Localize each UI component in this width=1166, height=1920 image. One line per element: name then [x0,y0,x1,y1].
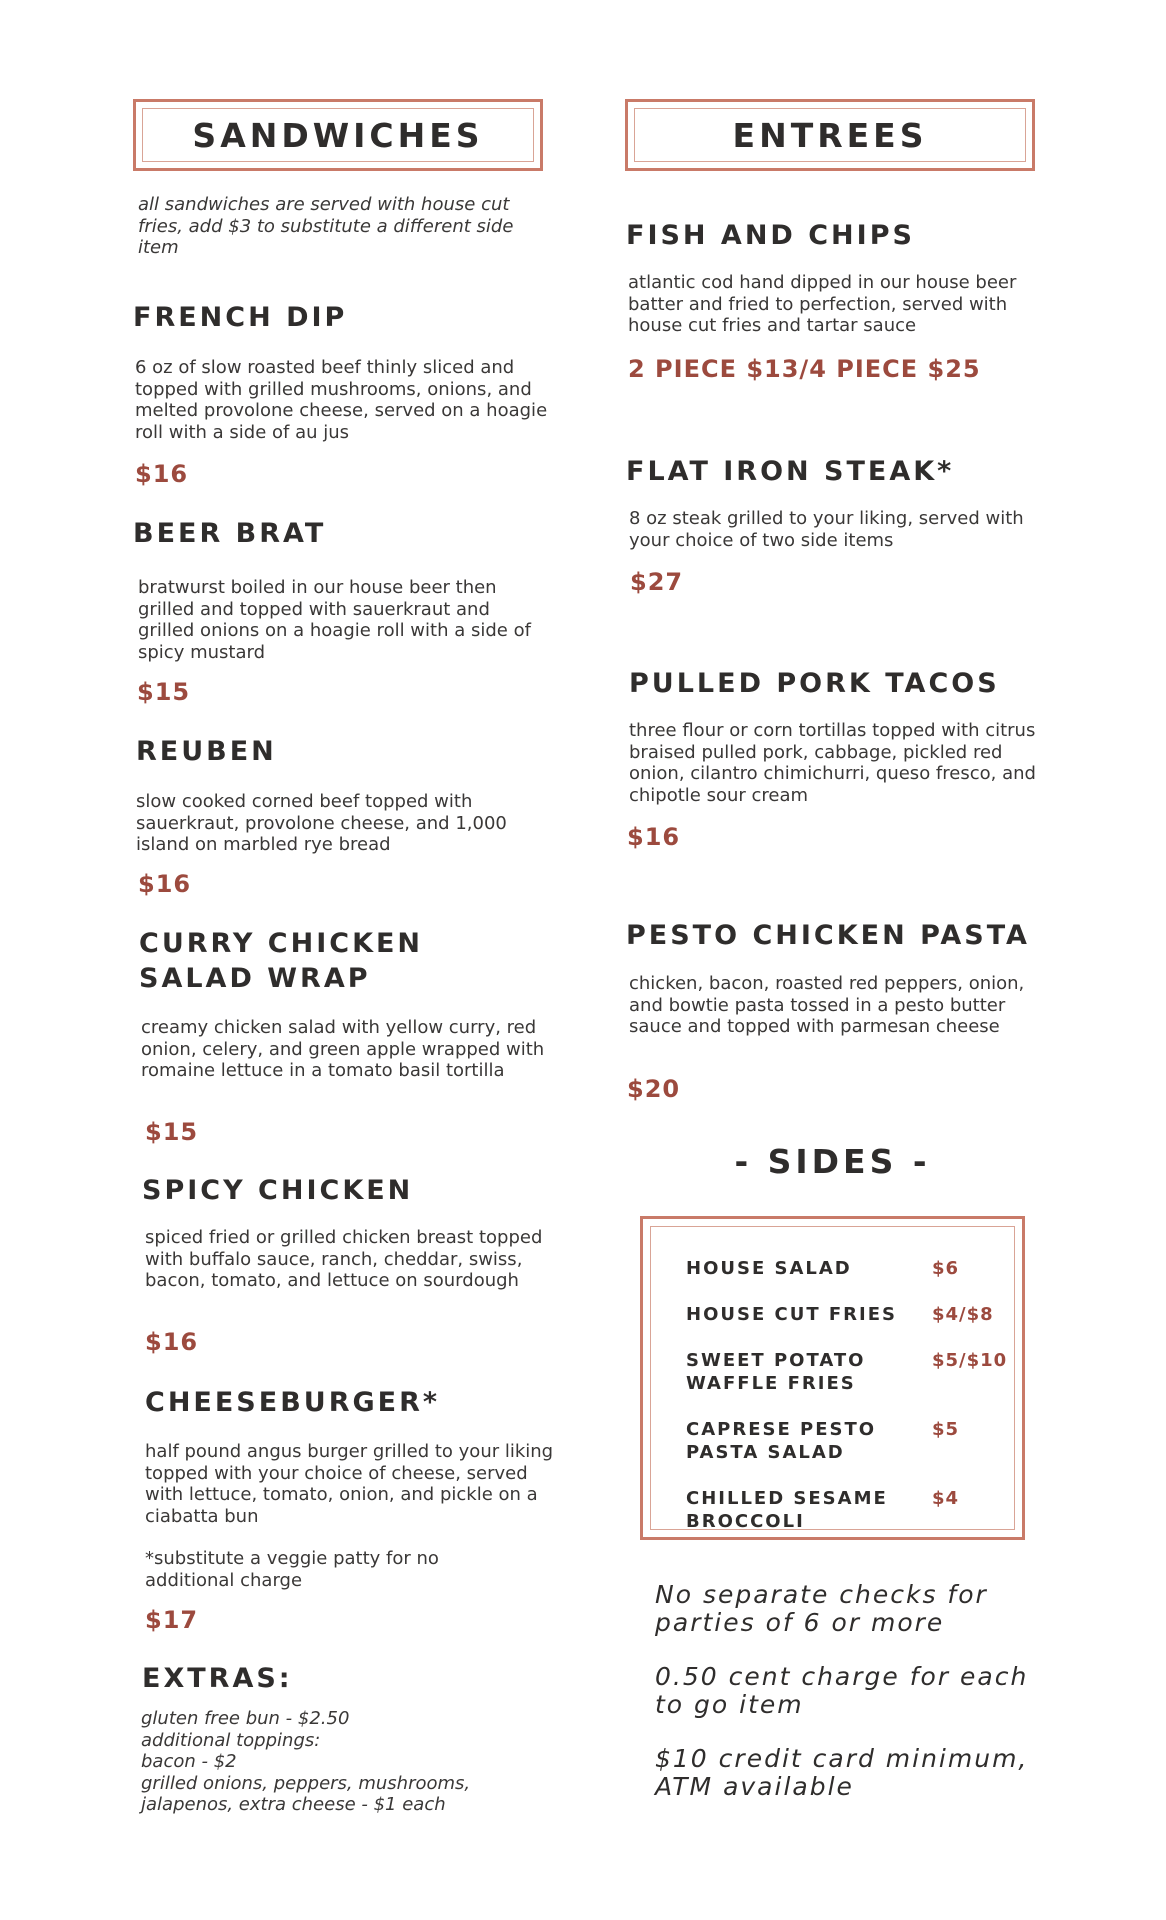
side-price: $5/$10 [932,1350,1008,1371]
item-desc-flat-iron-steak: 8 oz steak grilled to your liking, served with your choice of two side items [629,508,1024,551]
entrees-header-inner [634,108,1026,162]
side-name: HOUSE SALAD [686,1258,852,1279]
item-desc-pesto-chicken-pasta: chicken, bacon, roasted red peppers, onion, and bowtie pasta tossed in a pesto butter sauce and topped with parmesan cheese [629,973,1025,1037]
item-price-pulled-pork-tacos: $16 [627,823,681,851]
item-note-cheeseburger: *substitute a veggie patty for no additional charge [145,1548,439,1591]
item-name-fish-and-chips: FISH AND CHIPS [626,220,915,251]
sides-box [640,1216,1025,1540]
extras-line: gluten free bun - $2.50 [141,1708,350,1729]
side-price: $4/$8 [932,1304,994,1325]
item-price-curry-chicken-salad-wrap: $15 [145,1118,199,1146]
item-price-pesto-chicken-pasta: $20 [627,1075,681,1103]
item-name-curry-chicken-salad-wrap: CURRY CHICKEN SALAD WRAP [139,928,424,994]
extras-line: jalapenos, extra cheese - $1 each [141,1794,446,1815]
side-price: $4 [932,1488,960,1509]
item-price-fish-and-chips: 2 PIECE $13/4 PIECE $25 [628,355,981,383]
notice-separate-checks: No separate checks for parties of 6 or more [655,1580,988,1637]
item-price-french-dip: $16 [135,460,189,488]
item-price-reuben: $16 [138,870,192,898]
item-desc-spicy-chicken: spiced fried or grilled chicken breast topped with buffalo sauce, ranch, cheddar, swiss, bacon, tomato, and lettuce on sourdough [145,1227,543,1291]
item-name-french-dip: FRENCH DIP [133,302,348,333]
sandwiches-title: SANDWICHES [192,115,484,155]
entrees-title: ENTREES [732,115,928,155]
entrees-header-box [625,99,1035,171]
sides-box-inner [650,1226,1015,1530]
item-name-pulled-pork-tacos: PULLED PORK TACOS [629,668,1000,699]
extras-title: EXTRAS: [142,1663,293,1694]
item-price-spicy-chicken: $16 [145,1328,199,1356]
item-name-cheeseburger: CHEESEBURGER* [145,1387,440,1418]
notice-to-go-charge: 0.50 cent charge for each to go item [655,1662,1029,1719]
sandwiches-note: all sandwiches are served with house cut fries, add $3 to substitute a different side item [138,194,514,258]
item-name-pesto-chicken-pasta: PESTO CHICKEN PASTA [626,920,1030,951]
side-price: $5 [932,1419,960,1440]
sandwiches-header-inner [142,108,534,162]
item-desc-fish-and-chips: atlantic cod hand dipped in our house beer batter and fried to perfection, served with house cut fries and tartar sauce [628,272,1017,336]
side-name: SWEET POTATO WAFFLE FRIES [686,1350,866,1394]
item-desc-beer-brat: bratwurst boiled in our house beer then grilled and topped with sauerkraut and grilled onions on a hoagie roll with a side of spicy mustard [138,577,531,663]
notice-credit-card: $10 credit card minimum, ATM available [655,1744,1029,1801]
sandwiches-header-box [133,99,543,171]
item-name-spicy-chicken: SPICY CHICKEN [142,1175,414,1206]
side-name: HOUSE CUT FRIES [686,1304,897,1325]
item-price-beer-brat: $15 [137,678,191,706]
item-desc-french-dip: 6 oz of slow roasted beef thinly sliced and topped with grilled mushrooms, onions, and melted provolone cheese, served on a hoagie roll with a side of au jus [135,357,548,443]
item-name-flat-iron-steak: FLAT IRON STEAK* [626,456,955,487]
item-desc-pulled-pork-tacos: three flour or corn tortillas topped with citrus braised pulled pork, cabbage, pickled red onion, cilantro chimichurri, queso fresco, and chipotle sour cream [629,720,1036,806]
extras-line: grilled onions, peppers, mushrooms, [141,1772,471,1794]
extras-line: additional toppings: [141,1729,321,1751]
item-desc-reuben: slow cooked corned beef topped with sauerkraut, provolone cheese, and 1,000 island on marbled rye bread [136,791,507,855]
item-desc-curry-chicken-salad-wrap: creamy chicken salad with yellow curry, red onion, celery, and green apple wrapped with romaine lettuce in a tomato basil tortilla [141,1017,545,1081]
extras-line: bacon - $2 [141,1751,237,1772]
sides-title: - SIDES - [734,1142,931,1181]
side-name: CAPRESE PESTO PASTA SALAD [686,1419,877,1463]
side-price: $6 [932,1258,960,1279]
item-price-cheeseburger: $17 [145,1606,199,1634]
extras-list [141,1708,561,1816]
side-name: CHILLED SESAME BROCCOLI [686,1488,888,1532]
item-name-beer-brat: BEER BRAT [133,518,327,549]
item-price-flat-iron-steak: $27 [630,568,684,596]
item-name-reuben: REUBEN [136,736,277,767]
item-desc-cheeseburger: half pound angus burger grilled to your liking topped with your choice of cheese, served with lettuce, tomato, onion, and pickle on a ciabatta bun [145,1441,554,1527]
